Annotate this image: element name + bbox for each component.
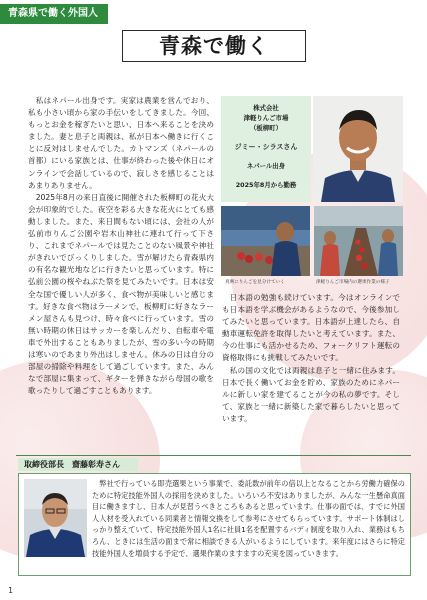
profile-location: （板柳町） <box>250 124 282 132</box>
profile-name: ジミー・シラスさん <box>234 143 298 151</box>
category-badge: 青森県で働く外国人 <box>0 4 108 24</box>
right-paragraph-1: 日本語の勉強も続けています。今はオンラインでも日本語を学ぶ機会があるようなので、今後参加してみたいと思っています。日本語が上達したら、自動車運転免許を取得したいと考えています。また、今の仕事にも活かせるため、フォークリフト運転の資格取得にも挑戦してみたいです。 <box>222 293 400 363</box>
right-paragraph-2: 私の国の文化では両親は息子と一緒に住みます。日本で長く働いてお金を貯め、家族のためにネパールに新しい家を建てることが今の私の夢です。そして、家族と一緒に新築した家で暮らしたいと思っています。 <box>222 365 400 423</box>
page-number: 1 <box>8 586 14 595</box>
profile-company-name: 津軽りんご市場 <box>243 114 289 122</box>
photo-caption-left: 真剣にりんごを見分けていく <box>225 280 285 285</box>
sorting-line-photo <box>314 206 403 276</box>
profile-since: 2025年8月から勤務 <box>235 181 297 189</box>
profile-origin: ネパール出身 <box>246 162 286 170</box>
worker-portrait-photo <box>313 96 403 202</box>
interview-text: 弊社で行っている即売選果という事業で、委託数が前年の倍以上となることから労働力確保のために特定技能外国人の採用を決めました。いろいろ不安はありましたが、みんな一生懸命真面目に働きますし、日本人が見習うべきところもあると思っています。仕事の面では、すでに外国人人材を受入れている同業者と情報交換をして参考にさせてもらっています。サポート体制はしっかり整えていて、特定技能外国人1名に社員1名を配置するバディ制度を取り入れ、業務はもちろん、ときには生活の面まで常に相談できる人がいるようにしています。来年度にはさらに特定技能外国人を増員する予定で、選果作業のますますの充実を図っていきます。 <box>92 479 405 558</box>
profile-card <box>221 96 311 202</box>
photo-caption-right: 津軽りんご市場内の選果作業の様子 <box>316 280 390 285</box>
sorting-apples-photo <box>221 206 310 276</box>
left-column <box>28 95 214 397</box>
section-divider <box>16 455 411 456</box>
interview-title: 取締役部長 齋藤彰寿さん <box>18 458 138 471</box>
right-column <box>222 292 400 425</box>
page-title-box <box>122 30 306 62</box>
manager-portrait-photo <box>24 479 87 557</box>
page-title: 青森で働く <box>159 34 269 58</box>
left-paragraph-1: 私はネパール出身です。実家は農業を営んでおり、私も小さい頃から家の手伝いをしてきました。今回、もっとお金を稼ぎたいと思い、日本へ来ることを決めました。妻と息子と両親は、私が日本へ働きに行くことに反対はしませんでした。カトマンズ（ネパールの首都）にいる家族とは、仕事が終わった後や休日にオンラインで会話しているので、寂しさを感じることはあまりありません。 <box>28 96 214 190</box>
profile-company: 株式会社 <box>253 104 279 112</box>
left-paragraph-2: 2025年8月の来日直後に開催された板柳町の花火大会が印象的でした。夜空を彩る大きな花火にとても感動しました。また、来日間もない頃には、会社の人が弘前市りんご公園や岩木山神社に連れて行って下さり、これまでネパールでは見たことのない風景や神社がきれいでびっくりしました。雪が解けたら青森県内の有名な観光地などに行きたいと思っています。特に弘前公園の桜やねぶた祭を見てみたいです。日本は安全な国で優しい人が多く、食べ物が美味しいと感じます。好きな食べ物はラーメンで、板柳町に好きなラーメン屋さんも見つけ、時々食べに行っています。雪の無い時期の休日はサッカーを楽しんだり、自転車や電車で外出することもありましたが、雪の多い今の時期は寒いのであまり外出はしません。休みの日は自分の部屋の掃除や料理をして過ごしています。また、みんなで部屋に集まって、ギターを弾きながら母国の歌を歌ったりして過ごすこともあります。 <box>28 192 214 396</box>
